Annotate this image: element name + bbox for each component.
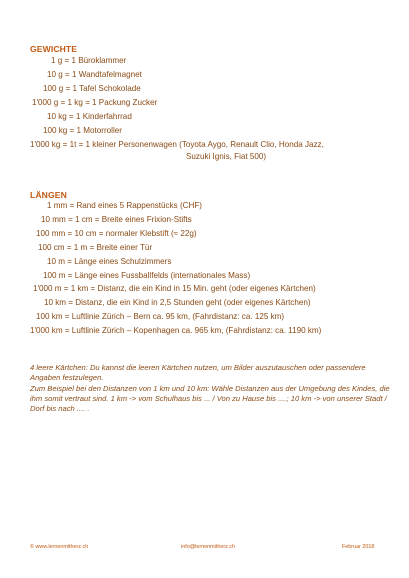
- length-line-100m: 100 m = Länge eines Fussballfelds (internationales Mass): [43, 271, 251, 280]
- lengths-heading: LÄNGEN: [30, 190, 67, 200]
- note-empty-cards: 4 leere Kärtchen: Du kannst die leeren Kärtchen nutzen, um Bilder auszutauschen oder passendere Angaben festzulegen.: [30, 363, 366, 383]
- weight-line-100g: 100 g = 1 Tafel Schokolade: [43, 84, 141, 93]
- weight-line-1000kg: 1'000 kg = 1t = 1 kleiner Personenwagen (Toyota Aygo, Renault Clio, Honda Jazz,: [30, 140, 324, 149]
- weight-line-1000kg-cont: Suzuki Ignis, Fiat 500): [186, 152, 267, 161]
- length-line-10m: 10 m = Länge eines Schulzimmers: [47, 257, 172, 266]
- length-line-1000m: 1'000 m = 1 km = Distanz, die ein Kind in 15 Min. geht (oder eigenes Kärtchen): [33, 284, 316, 293]
- notes-block: [30, 363, 390, 414]
- weight-line-1000g: 1'000 g = 1 kg = 1 Packung Zucker: [32, 98, 158, 107]
- length-line-100km: 100 km = Luftlinie Zürich – Bern ca. 95 km, (Fahrdistanz: ca. 125 km): [36, 312, 285, 321]
- weight-line-1g: 1 g = 1 Büroklammer: [51, 56, 127, 65]
- footer-date: Februar 2018: [342, 544, 375, 550]
- footer-copyright: © www.lernenmitherz.ch: [30, 544, 89, 550]
- note-example-distances: Zum Beispiel bei den Distanzen von 1 km und 10 km: Wähle Distanzen aus der Umgebung des Kindes, die ihm somit vertraut sind. 1 km -> vom Schulhaus bis ... / Von zu Hause bis ....; 10 km -> von unserer Stadt / Dorf bis nach .... .: [30, 383, 390, 414]
- weight-line-100kg: 100 kg = 1 Motorroller: [43, 126, 122, 135]
- footer-email: info@lernenmitherz.ch: [181, 544, 236, 550]
- weight-line-10kg: 10 kg = 1 Kinderfahrrad: [47, 112, 132, 121]
- weight-line-10g: 10 g = 1 Wandtafelmagnet: [47, 70, 142, 79]
- length-line-10km: 10 km = Distanz, die ein Kind in 2,5 Stunden geht (oder eigenes Kärtchen): [44, 298, 311, 307]
- length-line-100mm: 100 mm = 10 cm = normaler Klebstift (≈ 22g): [36, 229, 197, 238]
- length-line-1mm: 1 mm = Rand eines 5 Rappenstücks (CHF): [47, 201, 202, 210]
- length-line-10mm: 10 mm = 1 cm = Breite eines Frixion-Stifts: [41, 215, 192, 224]
- length-line-1000km: 1'000 km = Luftlinie Zürich – Kopenhagen ca. 965 km, (Fahrdistanz: ca. 1190 km): [30, 326, 322, 335]
- weights-heading: GEWICHTE: [30, 44, 78, 54]
- length-line-100cm: 100 cm = 1 m = Breite einer Tür: [38, 243, 153, 252]
